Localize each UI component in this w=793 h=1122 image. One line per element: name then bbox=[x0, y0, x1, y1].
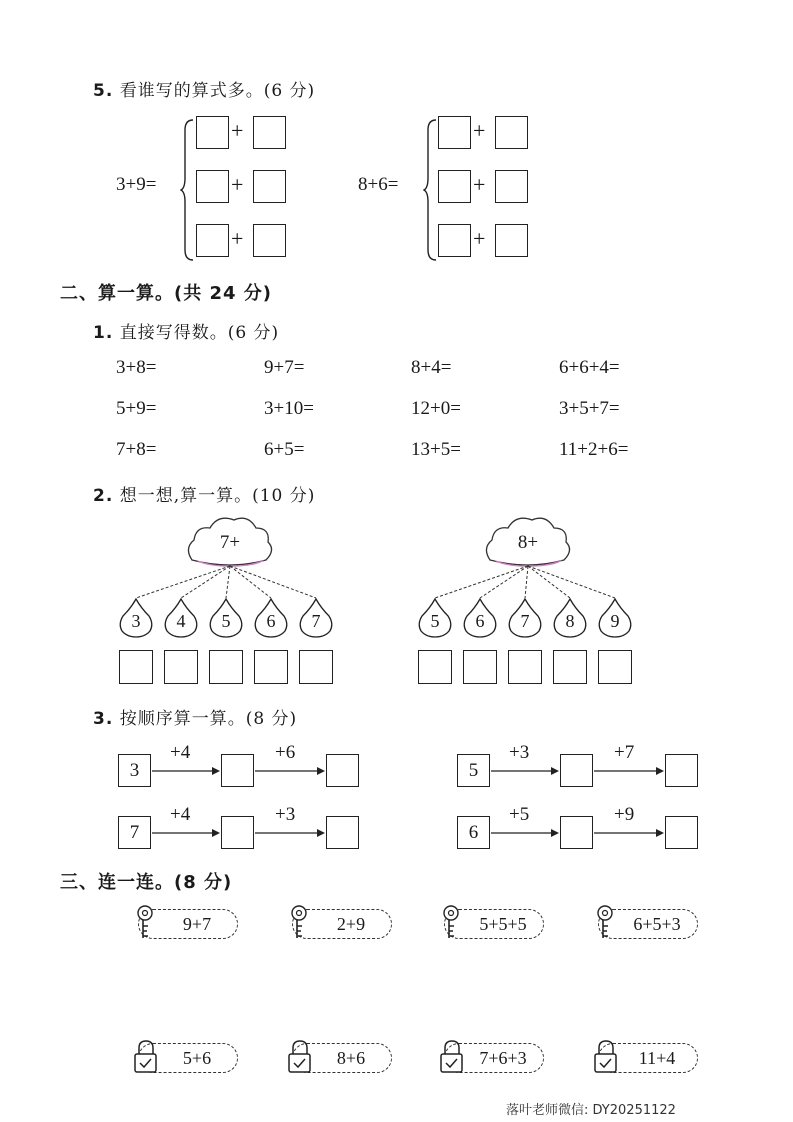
answer-box[interactable] bbox=[560, 816, 593, 849]
lock-expression: 5+6 bbox=[182, 1048, 212, 1068]
lock-icon bbox=[591, 1038, 619, 1076]
drop-number: 5 bbox=[430, 611, 440, 631]
footer-note: 落叶老师微信: DY20251122 bbox=[506, 1103, 676, 1118]
answer-box[interactable] bbox=[418, 650, 452, 684]
drop-number: 8 bbox=[565, 611, 575, 631]
drop-number: 4 bbox=[176, 611, 186, 631]
chain-start-box bbox=[457, 754, 490, 787]
plus-sign: + bbox=[473, 226, 486, 251]
section3-title: 三、连一连。(8 分) bbox=[60, 872, 233, 893]
q2-1-title-text: 直接写得数。(6 分) bbox=[119, 323, 280, 343]
key-card[interactable] bbox=[444, 909, 544, 939]
q2-3-title-text: 按顺序算一算。(8 分) bbox=[119, 709, 298, 729]
start-number: 6 bbox=[468, 822, 479, 843]
answer-box[interactable] bbox=[326, 754, 359, 787]
calculation-item: 3+8= bbox=[116, 357, 157, 378]
key-icon bbox=[131, 904, 159, 942]
lock-icon bbox=[437, 1038, 465, 1076]
q5-number: 5. bbox=[93, 81, 114, 101]
operation-label: +4 bbox=[170, 742, 191, 763]
plus-sign: + bbox=[231, 172, 244, 197]
drop-number: 6 bbox=[266, 611, 276, 631]
key-card[interactable] bbox=[138, 909, 238, 939]
answer-box[interactable] bbox=[508, 650, 542, 684]
key-icon bbox=[591, 904, 619, 942]
q2-2-title-text: 想一想,算一算。(10 分) bbox=[119, 486, 316, 506]
drop-number: 5 bbox=[221, 611, 231, 631]
start-number: 3 bbox=[129, 760, 140, 781]
number-drop bbox=[418, 598, 452, 638]
q2-3-number: 3. bbox=[93, 709, 114, 729]
calculation-item: 11+2+6= bbox=[559, 439, 629, 460]
lock-icon bbox=[285, 1038, 313, 1076]
drop-number: 9 bbox=[610, 611, 620, 631]
answer-box[interactable] bbox=[665, 754, 698, 787]
lock-expression: 8+6 bbox=[336, 1048, 366, 1068]
key-expression: 2+9 bbox=[336, 914, 366, 934]
chain-start-box bbox=[457, 816, 490, 849]
cloud-label: 7+ bbox=[219, 532, 241, 553]
answer-box[interactable] bbox=[463, 650, 497, 684]
calculation-item: 7+8= bbox=[116, 439, 157, 460]
number-drop bbox=[508, 598, 542, 638]
lock-card[interactable] bbox=[292, 1043, 392, 1073]
drop-number: 7 bbox=[311, 611, 321, 631]
q5-title-text: 看谁写的算式多。(6 分) bbox=[119, 81, 316, 101]
key-expression: 6+5+3 bbox=[633, 914, 681, 934]
cloud-label: 8+ bbox=[517, 532, 539, 553]
operation-label: +7 bbox=[614, 742, 635, 763]
chain-start-box bbox=[118, 754, 151, 787]
operation-label: +3 bbox=[509, 742, 530, 763]
plus-sign: + bbox=[473, 118, 486, 143]
section2-title: 二、算一算。(共 24 分) bbox=[60, 283, 273, 304]
plus-sign: + bbox=[231, 118, 244, 143]
drop-number: 7 bbox=[520, 611, 530, 631]
calculation-item: 3+10= bbox=[264, 398, 314, 419]
calculation-item: 13+5= bbox=[411, 439, 461, 460]
calculation-item: 9+7= bbox=[264, 357, 305, 378]
answer-box[interactable] bbox=[560, 754, 593, 787]
q2-2-number: 2. bbox=[93, 486, 114, 506]
calculation-item: 6+5= bbox=[264, 439, 305, 460]
q5-left-expression: 3+9= bbox=[116, 174, 157, 195]
q5-right-expression: 8+6= bbox=[358, 174, 399, 195]
answer-box[interactable] bbox=[598, 650, 632, 684]
key-card[interactable] bbox=[598, 909, 698, 939]
drop-number: 3 bbox=[131, 611, 141, 631]
start-number: 7 bbox=[129, 822, 140, 843]
lock-icon bbox=[131, 1038, 159, 1076]
q2-1-number: 1. bbox=[93, 323, 114, 343]
key-expression: 9+7 bbox=[182, 914, 212, 934]
number-drop bbox=[463, 598, 497, 638]
answer-box[interactable] bbox=[221, 816, 254, 849]
drop-number: 6 bbox=[475, 611, 485, 631]
lock-card[interactable] bbox=[598, 1043, 698, 1073]
answer-box[interactable] bbox=[553, 650, 587, 684]
calculation-item: 12+0= bbox=[411, 398, 461, 419]
calculation-item: 5+9= bbox=[116, 398, 157, 419]
lock-card[interactable] bbox=[138, 1043, 238, 1073]
lock-card[interactable] bbox=[444, 1043, 544, 1073]
lock-expression: 7+6+3 bbox=[479, 1048, 527, 1068]
operation-label: +6 bbox=[275, 742, 296, 763]
operation-label: +5 bbox=[509, 804, 530, 825]
number-drop bbox=[553, 598, 587, 638]
answer-box[interactable] bbox=[221, 754, 254, 787]
q2-3-title bbox=[93, 704, 297, 729]
plus-sign: + bbox=[231, 226, 244, 251]
operation-label: +3 bbox=[275, 804, 296, 825]
plus-sign: + bbox=[473, 172, 486, 197]
operation-label: +9 bbox=[614, 804, 635, 825]
key-icon bbox=[285, 904, 313, 942]
answer-box[interactable] bbox=[665, 816, 698, 849]
number-drop bbox=[598, 598, 632, 638]
calculation-item: 3+5+7= bbox=[559, 398, 620, 419]
key-card[interactable] bbox=[292, 909, 392, 939]
calculation-item: 6+6+4= bbox=[559, 357, 620, 378]
lock-expression: 11+4 bbox=[638, 1048, 676, 1068]
key-icon bbox=[437, 904, 465, 942]
chain-start-box bbox=[118, 816, 151, 849]
start-number: 5 bbox=[468, 760, 479, 781]
key-expression: 5+5+5 bbox=[479, 914, 527, 934]
calculation-item: 8+4= bbox=[411, 357, 452, 378]
answer-box[interactable] bbox=[326, 816, 359, 849]
operation-label: +4 bbox=[170, 804, 191, 825]
